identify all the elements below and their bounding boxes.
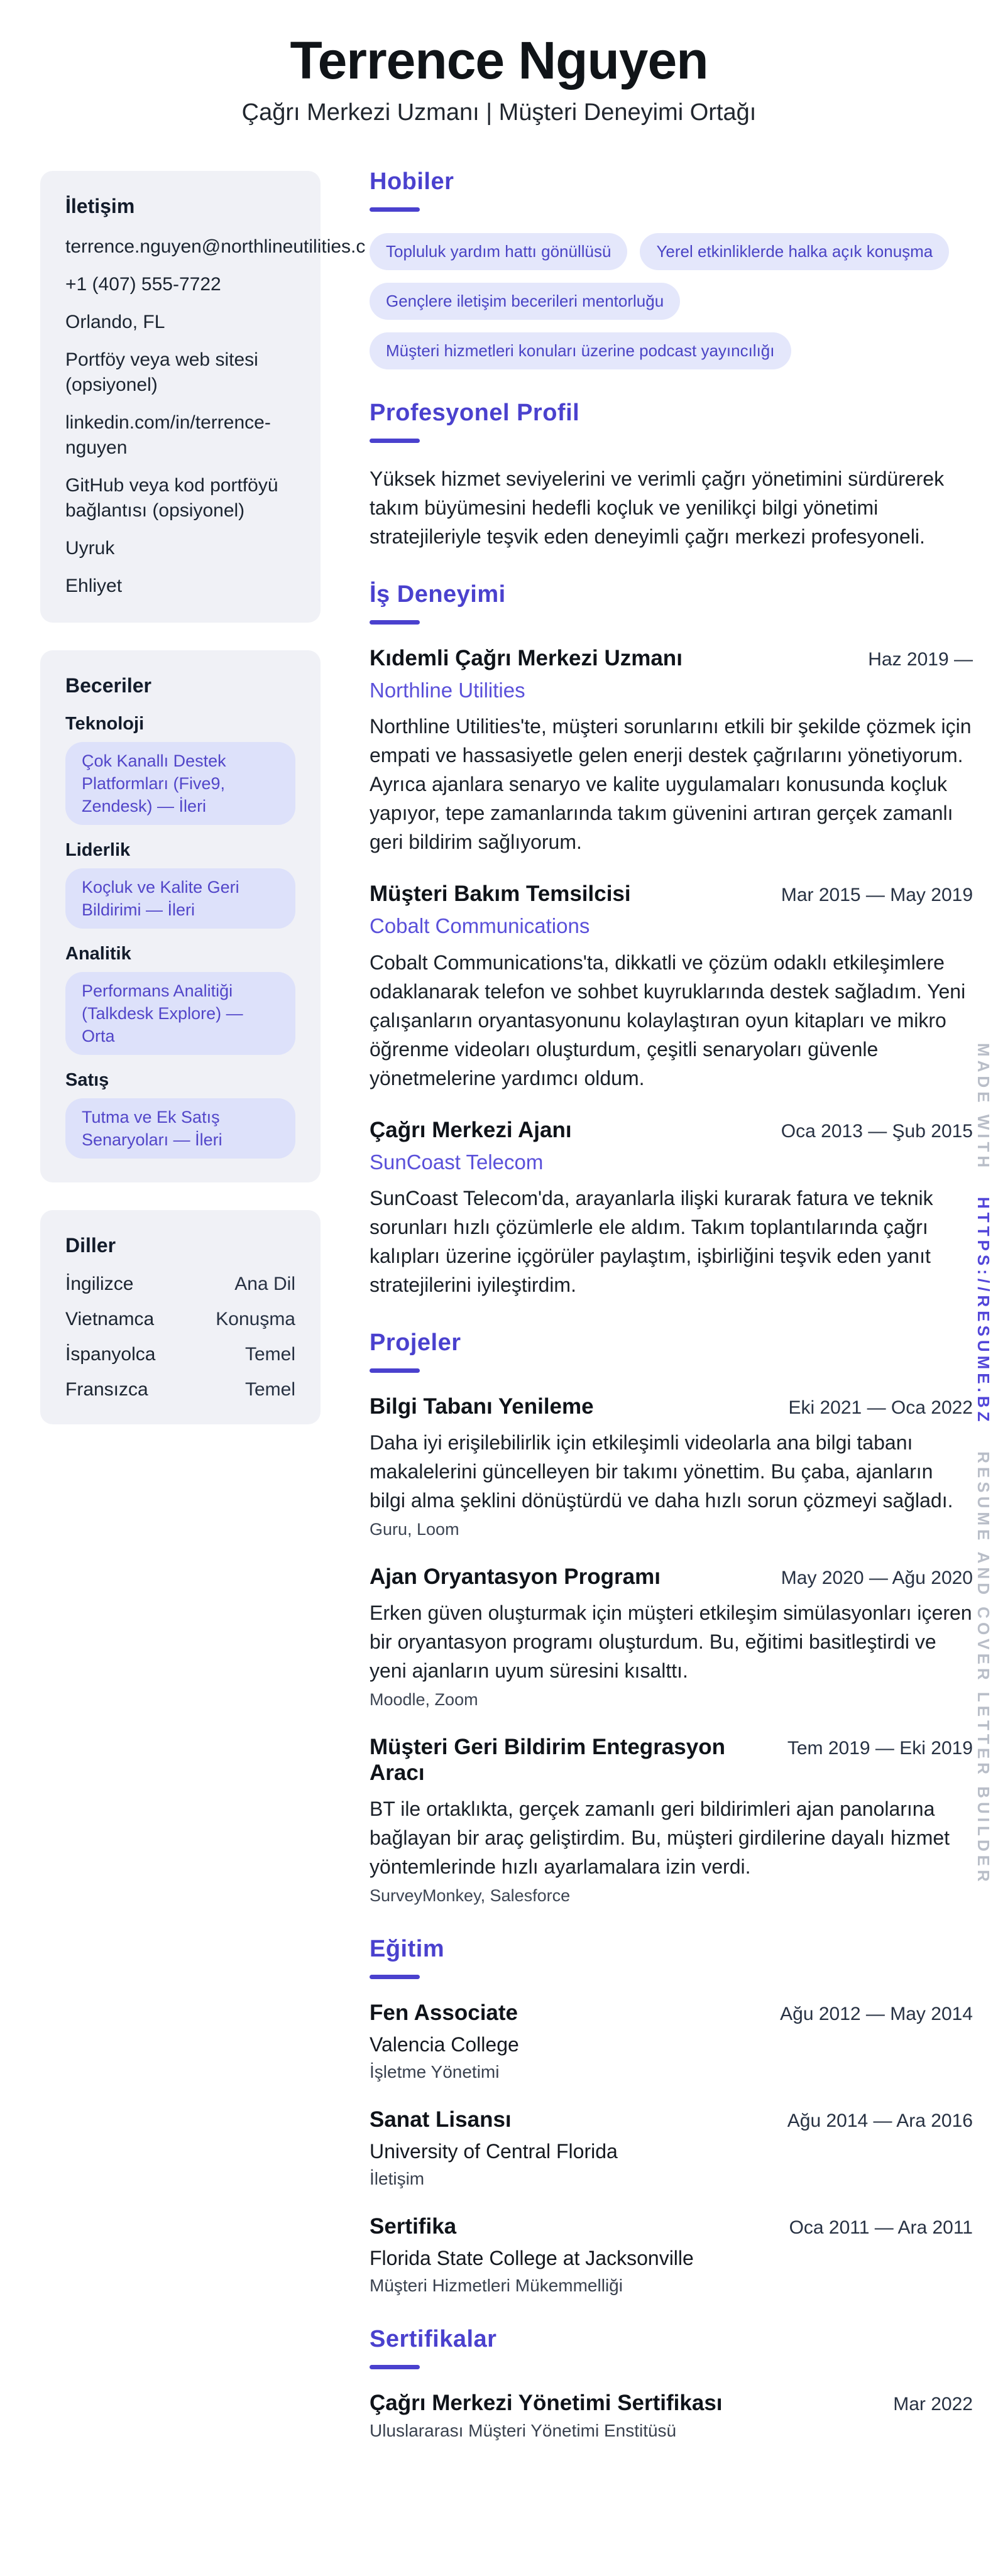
skill-group	[65, 714, 295, 825]
skill-category: Liderlik	[65, 840, 131, 860]
education-entry-head	[370, 2214, 973, 2239]
project-name: Bilgi Tabanı Yenileme	[370, 1394, 594, 1419]
contact-title: İletişim	[65, 195, 135, 217]
project-tools: Guru, Loom	[370, 1520, 459, 1539]
project-entry	[370, 1394, 973, 1539]
contact-card	[40, 171, 366, 623]
project-tools: SurveyMonkey, Salesforce	[370, 1886, 571, 1905]
language-level: Konuşma	[216, 1309, 295, 1329]
candidate-name: Terrence Nguyen	[290, 31, 708, 90]
hobby-pill: Yerel etkinliklerde halka açık konuşma	[640, 233, 949, 270]
section-certifications	[370, 2326, 973, 2441]
experience-entry	[370, 1118, 973, 1300]
job-description: Cobalt Communications'ta, dikkatli ve çözüm odaklı etkileşimlere odaklanarak telefon ve sohbet kuyruklarında destek sağladım. Yeni çalışanların oryantasyonunu kolaylaştıran oyun kitapları ve mikro öğrenme videoları oluşturdum, çeşitli senaryoları güvenle yönetmelerine yardımcı oldum.	[370, 951, 966, 1089]
contact-portfolio: Portföy veya web sitesi (opsiyonel)	[65, 349, 258, 395]
certification-entry	[370, 2391, 973, 2441]
language-level: Ana Dil	[234, 1274, 295, 1294]
hobby-pill: Gençlere iletişim becerileri mentorluğu	[370, 283, 680, 320]
job-description: SunCoast Telecom'da, arayanlarla ilişki kurarak fatura ve teknik sorunları hızlı çözümlerle ele aldım. Takım toplantılarında çağrı kalıpları üzerine içgörüler paylaştım, işbirliğini teşvik eden yanıt stratejilerini iyileştirdim.	[370, 1187, 933, 1297]
projects-title: Projeler	[370, 1329, 461, 1356]
language-name: Vietnamca	[65, 1309, 155, 1329]
job-role: Çağrı Merkezi Ajanı	[370, 1117, 572, 1142]
header	[0, 0, 998, 126]
job-company-link[interactable]: SunCoast Telecom	[370, 1150, 544, 1174]
project-dates: Eki 2021 — Oca 2022	[788, 1397, 973, 1418]
skills-title: Beceriler	[65, 674, 151, 697]
contact-email: terrence.nguyen@northlineutilities.c	[65, 236, 366, 257]
contact-phone: +1 (407) 555-7722	[65, 274, 221, 295]
education-dates: Ağu 2012 — May 2014	[780, 2003, 973, 2024]
skill-category: Analitik	[65, 944, 131, 964]
education-dates: Ağu 2014 — Ara 2016	[787, 2110, 973, 2131]
profile-text: Yüksek hizmet seviyelerini ve verimli çağrı yönetimini sürdürerek takım büyümesini hedefli koçluk ve yenilikçi bilgi yönetimi stratejileriyle teşvik eden deneyimli çağrı merkezi profesyoneli.	[370, 467, 945, 548]
degree: Sertifika	[370, 2214, 457, 2239]
degree: Fen Associate	[370, 2000, 518, 2025]
section-education	[370, 1936, 973, 2296]
skill-group	[65, 944, 295, 1055]
sidebar	[40, 171, 366, 1452]
skill-category: Teknoloji	[65, 714, 145, 734]
job-company-link[interactable]: Northline Utilities	[370, 678, 525, 702]
job-dates: Oca 2013 — Şub 2015	[781, 1120, 973, 1142]
education-entry-head	[370, 2107, 973, 2132]
project-description: Erken güven oluşturmak için müşteri etkileşim simülasyonları içeren bir oryantasyon programı oluşturdum. Bu, eğitimi basitleştirdi ve yeni ajanların uyum süresini kısalttı.	[370, 1602, 972, 1683]
certification-dates: Mar 2022	[893, 2393, 973, 2415]
language-name: İspanyolca	[65, 1344, 156, 1365]
watermark-url-link[interactable]: HTTPS://RESUME.BZ	[974, 1197, 993, 1426]
project-description: Daha iyi erişilebilirlik için etkileşimli videolarla ana bilgi tabanı makalelerini güncelleyen bir takımı yönettim. Bu çaba, ajanların bilgi alma şeklini dönüştürdü ve daha hızlı sorun çözmeyi sağladı.	[370, 1431, 953, 1512]
section-underline	[370, 1368, 420, 1373]
skill-pill: Performans Analitiği (Talkdesk Explore) — Orta	[65, 972, 295, 1055]
section-underline	[370, 2365, 420, 2369]
section-underline	[370, 620, 420, 625]
experience-entry	[370, 881, 973, 1093]
education-dates: Oca 2011 — Ara 2011	[789, 2217, 973, 2238]
experience-title: İş Deneyimi	[370, 581, 506, 608]
degree: Sanat Lisansı	[370, 2107, 512, 2132]
certifications-title: Sertifikalar	[370, 2326, 497, 2353]
project-entry	[370, 1564, 973, 1710]
skill-group	[65, 840, 295, 929]
skill-group	[65, 1070, 295, 1159]
section-underline	[370, 1975, 420, 1979]
field-of-study: İşletme Yönetimi	[370, 2061, 500, 2082]
project-dates: May 2020 — Ağu 2020	[781, 1568, 973, 1589]
education-title: Eğitim	[370, 1935, 445, 1962]
project-entry-head	[370, 1564, 973, 1590]
certification-name: Çağrı Merkezi Yönetimi Sertifikası	[370, 2390, 723, 2415]
education-entry	[370, 2214, 973, 2296]
experience-entry-head	[370, 881, 973, 907]
hobby-pill: Topluluk yardım hattı gönüllüsü	[370, 233, 627, 270]
languages-card	[40, 1210, 321, 1424]
hobby-pill-list	[370, 233, 973, 370]
hobbies-title: Hobiler	[370, 168, 454, 195]
school: Florida State College at Jacksonville	[370, 2247, 694, 2270]
project-entry-head	[370, 1735, 973, 1786]
candidate-title: Çağrı Merkezi Uzmanı | Müşteri Deneyimi Ortağı	[241, 99, 757, 126]
contact-license: Ehliyet	[65, 576, 123, 596]
skills-card	[40, 650, 321, 1182]
experience-entry-head	[370, 646, 973, 671]
section-underline	[370, 439, 420, 443]
language-row	[65, 1379, 295, 1400]
school: Valencia College	[370, 2033, 519, 2056]
language-name: İngilizce	[65, 1274, 134, 1294]
profile-title: Profesyonel Profil	[370, 400, 580, 427]
education-entry	[370, 2000, 973, 2082]
watermark	[973, 1043, 993, 1886]
contact-location: Orlando, FL	[65, 312, 165, 332]
contact-linkedin: linkedin.com/in/terrence-nguyen	[65, 412, 271, 458]
main-column	[370, 168, 973, 2471]
project-name: Müşteri Geri Bildirim Entegrasyon Aracı	[370, 1735, 725, 1785]
certification-entry-head	[370, 2391, 973, 2416]
certification-issuer: Uluslararası Müşteri Yönetimi Enstitüsü	[370, 2421, 677, 2441]
project-tools: Moodle, Zoom	[370, 1690, 478, 1710]
field-of-study: İletişim	[370, 2169, 425, 2188]
skill-category: Satış	[65, 1070, 109, 1090]
languages-title: Diller	[65, 1234, 116, 1257]
job-role: Müşteri Bakım Temsilcisi	[370, 881, 631, 907]
job-dates: Haz 2019 —	[868, 648, 973, 670]
job-company-link[interactable]: Cobalt Communications	[370, 914, 590, 938]
education-entry-head	[370, 2000, 973, 2026]
contact-github: GitHub veya kod portföyü bağlantısı (opsiyonel)	[65, 475, 278, 521]
section-projects	[370, 1329, 973, 1906]
hobby-pill: Müşteri hizmetleri konuları üzerine podcast yayıncılığı	[370, 332, 791, 369]
language-row	[65, 1344, 295, 1365]
job-dates: Mar 2015 — May 2019	[781, 885, 973, 906]
school: University of Central Florida	[370, 2140, 618, 2163]
skill-pill: Koçluk ve Kalite Geri Bildirimi — İleri	[65, 868, 295, 929]
contact-nationality: Uyruk	[65, 538, 115, 559]
section-underline	[370, 207, 420, 212]
project-entry-head	[370, 1394, 973, 1419]
language-row	[65, 1274, 295, 1295]
language-row	[65, 1309, 295, 1330]
watermark-builder-label: RESUME AND COVER LETTER BUILDER	[974, 1451, 993, 1886]
job-description: Northline Utilities'te, müşteri sorunlarını etkili bir şekilde çözmek için empati ve hassasiyetle gelen enerji destek çağrılarını yönetiyorum. Ayrıca ajanlara senaryo ve kalite uygulamaları konusunda koçluk yapıyor, tepe zamanlarında takım güvenini artıran gerçek zamanlı geri bildirim sağlıyorum.	[370, 715, 972, 854]
experience-entry-head	[370, 1118, 973, 1143]
section-hobbies	[370, 168, 973, 369]
section-experience	[370, 581, 973, 1299]
project-name: Ajan Oryantasyon Programı	[370, 1564, 661, 1590]
watermark-made-with: MADE WITH	[974, 1043, 993, 1172]
skill-pill: Çok Kanallı Destek Platformları (Five9, Zendesk) — İleri	[65, 742, 295, 825]
job-role: Kıdemli Çağrı Merkezi Uzmanı	[370, 645, 683, 670]
language-level: Temel	[244, 1344, 295, 1365]
skill-pill: Tutma ve Ek Satış Senaryoları — İleri	[65, 1098, 295, 1159]
language-level: Temel	[244, 1379, 295, 1400]
project-entry	[370, 1735, 973, 1906]
field-of-study: Müşteri Hizmetleri Mükemmelliği	[370, 2276, 623, 2296]
language-name: Fransızca	[65, 1379, 148, 1400]
project-dates: Tem 2019 — Eki 2019	[787, 1738, 973, 1759]
experience-entry	[370, 646, 973, 857]
section-profile	[370, 400, 973, 551]
education-entry	[370, 2107, 973, 2189]
project-description: BT ile ortaklıkta, gerçek zamanlı geri bildirimleri ajan panolarına bağlayan bir araç geliştirdim. Bu, müşteri girdilerine dayalı hizmet yöntemlerinde hızlı ayarlamalara izin verdi.	[370, 1797, 950, 1878]
